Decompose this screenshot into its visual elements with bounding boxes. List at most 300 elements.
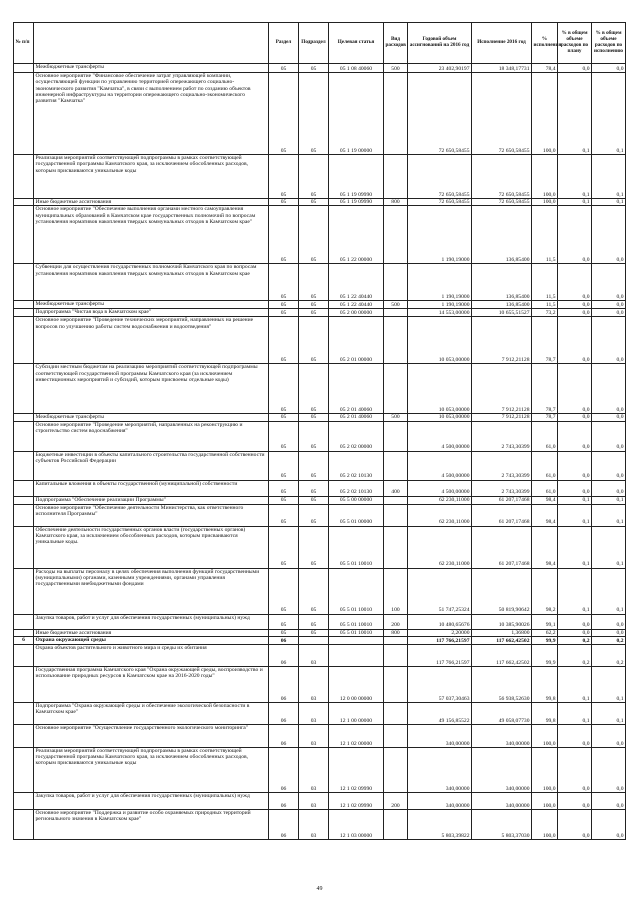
row-podrazdel: 05: [299, 64, 329, 73]
row-share-exec: 0,1: [592, 73, 626, 155]
row-share-exec: 0,1: [592, 155, 626, 199]
row-num: [14, 73, 34, 155]
row-plan: 117 766,21597: [408, 636, 472, 644]
row-vid: [384, 264, 408, 301]
row-exec: 7 912,21128: [472, 364, 532, 414]
row-share-exec: 0,0: [592, 206, 626, 264]
row-razdel: 05: [269, 64, 299, 73]
row-plan: 2,20000: [408, 629, 472, 636]
row-pct: 99,9: [532, 636, 558, 644]
row-exec: 136,85400: [472, 264, 532, 301]
row-vid: 400: [384, 480, 408, 496]
table-body: [14, 64, 626, 840]
table-row: [14, 666, 626, 702]
row-name: Обеспечение деятельности государственных органов власти (государственных органов) Камчатского края, за исключением обособленных расходов, которым присваиваются уникальные коды.: [34, 526, 269, 568]
header-vid: Вид расходов: [384, 23, 408, 64]
row-target: 05 2 01 40060: [329, 414, 384, 421]
row-share-exec: 0,2: [592, 636, 626, 644]
row-plan: 1 190,19000: [408, 206, 472, 264]
row-podrazdel: 05: [299, 526, 329, 568]
row-name: Межбюджетные трансферты: [34, 301, 269, 309]
row-num: [14, 199, 34, 206]
row-plan: 4 500,00000: [408, 451, 472, 480]
row-razdel: 05: [269, 73, 299, 155]
row-name: Реализация мероприятий соответствующей подпрограммы в рамках соответствующей государственной программы Камчатского края, за исключением обособленных расходов, которым присваиваются уникальные коды: [34, 747, 269, 792]
row-plan: 62 230,11000: [408, 526, 472, 568]
row-name: Расходы на выплаты персоналу в целях обеспечения выполнения функций государственными (муниципальными) органами, казенными учреждениями, органами управления государственными внебюджетными фондами: [34, 568, 269, 614]
header-exec: Исполнение 2016 год: [472, 23, 532, 64]
row-name: Основное мероприятие "Осуществление государственного экологического мониторинга": [34, 724, 269, 747]
row-share-plan: 0,0: [558, 809, 592, 839]
row-exec: 340,00000: [472, 747, 532, 792]
row-target: 12 1 03 00000: [329, 809, 384, 839]
row-name: Закупка товаров, работ и услуг для обеспечения государственных (муниципальных) нужд: [34, 792, 269, 809]
row-plan: 1 190,19000: [408, 264, 472, 301]
row-target: 05 2 02 10130: [329, 480, 384, 496]
table-row: [14, 629, 626, 636]
row-pct: 98,4: [532, 496, 558, 504]
row-podrazdel: 05: [299, 199, 329, 206]
table-row: [14, 792, 626, 809]
header-pct: % исполнения: [532, 23, 558, 64]
row-name: Субсидии местным бюджетам на реализацию мероприятий соответствующей подпрограммы соответствующей государственной программы Камчатского края (за исключением инвестиционных мероприятий и субсидий, которым присвоены отдельные коды): [34, 364, 269, 414]
row-target: 05 5 00 00000: [329, 496, 384, 504]
row-num: [14, 64, 34, 73]
row-name: Межбюджетные трансферты: [34, 414, 269, 421]
table-row: [14, 644, 626, 666]
row-name: Подпрограмма "Обеспечение реализации Программы": [34, 496, 269, 504]
row-razdel: 05: [269, 309, 299, 317]
row-share-plan: 0,0: [558, 317, 592, 364]
row-plan: 4 500,00000: [408, 421, 472, 451]
row-vid: [384, 309, 408, 317]
row-exec: 61 207,17468: [472, 526, 532, 568]
row-vid: [384, 155, 408, 199]
table-row: [14, 155, 626, 199]
row-vid: 100: [384, 568, 408, 614]
row-target: [329, 644, 384, 666]
row-plan: 1 190,19000: [408, 301, 472, 309]
row-num: [14, 364, 34, 414]
row-share-exec: 0,1: [592, 526, 626, 568]
row-vid: [384, 496, 408, 504]
row-num: [14, 496, 34, 504]
row-podrazdel: 05: [299, 629, 329, 636]
row-target: 12 0 00 00000: [329, 666, 384, 702]
row-plan: 72 650,58455: [408, 199, 472, 206]
row-share-plan: 0,1: [558, 526, 592, 568]
row-exec: 50 819,90642: [472, 568, 532, 614]
row-plan: 340,00000: [408, 747, 472, 792]
row-pct: 100,0: [532, 809, 558, 839]
row-num: [14, 301, 34, 309]
row-plan: 62 230,11000: [408, 496, 472, 504]
row-razdel: 05: [269, 480, 299, 496]
row-name: Реализация мероприятий соответствующей подпрограммы в рамках соответствующей государственной программы Камчатского края, за исключением обособленных расходов, которым присваиваются уникальные коды: [34, 155, 269, 199]
row-pct: 98,4: [532, 504, 558, 526]
table-row: [14, 747, 626, 792]
table-row: [14, 421, 626, 451]
row-target: 12 1 02 09990: [329, 747, 384, 792]
row-plan: 10 053,00000: [408, 364, 472, 414]
row-num: [14, 568, 34, 614]
row-share-plan: 0,2: [558, 636, 592, 644]
row-share-exec: 0,0: [592, 747, 626, 792]
row-vid: 800: [384, 629, 408, 636]
row-num: [14, 309, 34, 317]
row-target: 05 1 08 40060: [329, 64, 384, 73]
row-share-plan: 0,1: [558, 568, 592, 614]
row-share-exec: 0,1: [592, 568, 626, 614]
row-target: 05 5 01 10010: [329, 568, 384, 614]
table-row: [14, 414, 626, 421]
header-name: [34, 23, 269, 64]
row-target: 05 5 01 10010: [329, 526, 384, 568]
row-num: [14, 504, 34, 526]
row-vid: [384, 747, 408, 792]
row-podrazdel: 03: [299, 666, 329, 702]
row-share-plan: 0,2: [558, 644, 592, 666]
row-pct: 99,1: [532, 614, 558, 629]
row-pct: 11,5: [532, 206, 558, 264]
row-share-plan: 0,0: [558, 480, 592, 496]
table-row: [14, 364, 626, 414]
row-name: Иные бюджетные ассигнования: [34, 629, 269, 636]
row-share-exec: 0,1: [592, 496, 626, 504]
row-pct: 100,0: [532, 155, 558, 199]
row-pct: 78,7: [532, 364, 558, 414]
row-share-plan: 0,0: [558, 614, 592, 629]
row-name: Основное мероприятие "Финансовое обеспечение затрат управляющей компании, осуществляющей функции по управлению территорией опережающего социально-экономического развития "Камчатка", в связи с выполнением работ по созданию объектов инженерной инфраструктуры на территории опережающего социально-экономического развития "Камчатка": [34, 73, 269, 155]
table-row: [14, 504, 626, 526]
row-razdel: 05: [269, 496, 299, 504]
row-exec: 56 938,52630: [472, 666, 532, 702]
row-share-plan: 0,1: [558, 666, 592, 702]
row-share-exec: 0,0: [592, 792, 626, 809]
row-num: 6: [14, 636, 34, 644]
row-num: [14, 792, 34, 809]
row-num: [14, 317, 34, 364]
table-row: [14, 496, 626, 504]
row-razdel: 05: [269, 364, 299, 414]
row-razdel: 06: [269, 644, 299, 666]
row-target: [329, 636, 384, 644]
row-pct: 100,0: [532, 747, 558, 792]
row-vid: [384, 666, 408, 702]
row-razdel: 05: [269, 206, 299, 264]
row-exec: 10 655,51527: [472, 309, 532, 317]
row-name: Основное мероприятие "Проведение мероприятий, направленных на реконструкцию и строительство систем водоснабжения": [34, 421, 269, 451]
row-pct: 100,0: [532, 199, 558, 206]
table-row: [14, 526, 626, 568]
row-pct: 61,0: [532, 421, 558, 451]
row-exec: 136,85400: [472, 206, 532, 264]
row-share-plan: 0,0: [558, 364, 592, 414]
row-pct: 61,0: [532, 480, 558, 496]
row-plan: 72 650,58455: [408, 155, 472, 199]
row-plan: 5 803,39822: [408, 809, 472, 839]
row-target: 05 1 22 40440: [329, 301, 384, 309]
row-plan: 62 230,11000: [408, 504, 472, 526]
row-plan: 51 747,25324: [408, 568, 472, 614]
row-pct: 78,4: [532, 64, 558, 73]
row-podrazdel: 03: [299, 702, 329, 724]
row-vid: 800: [384, 199, 408, 206]
row-share-plan: 0,0: [558, 629, 592, 636]
table-row: [14, 309, 626, 317]
row-num: [14, 809, 34, 839]
row-num: [14, 724, 34, 747]
row-exec: 2 743,30399: [472, 421, 532, 451]
row-podrazdel: 05: [299, 504, 329, 526]
table-row: [14, 809, 626, 839]
row-vid: [384, 421, 408, 451]
row-podrazdel: 05: [299, 206, 329, 264]
row-plan: 23 402,90197: [408, 64, 472, 73]
row-vid: 500: [384, 301, 408, 309]
row-podrazdel: 03: [299, 809, 329, 839]
table-row: [14, 317, 626, 364]
row-vid: [384, 702, 408, 724]
row-target: 05 1 22 00000: [329, 206, 384, 264]
row-plan: 117 766,21597: [408, 644, 472, 666]
row-vid: 200: [384, 792, 408, 809]
row-share-plan: 0,1: [558, 496, 592, 504]
row-razdel: 06: [269, 809, 299, 839]
row-razdel: 05: [269, 504, 299, 526]
row-share-exec: 0,0: [592, 451, 626, 480]
row-target: 05 2 01 40060: [329, 364, 384, 414]
row-name: Основное мероприятие "Обеспечение деятельности Министерства, как ответственного исполнителя Программы": [34, 504, 269, 526]
row-share-exec: 0,0: [592, 309, 626, 317]
row-vid: [384, 636, 408, 644]
row-share-exec: 0,0: [592, 264, 626, 301]
row-podrazdel: 05: [299, 309, 329, 317]
row-target: 05 5 01 10010: [329, 614, 384, 629]
row-name: Иные бюджетные ассигнования: [34, 199, 269, 206]
row-podrazdel: 03: [299, 792, 329, 809]
row-target: 05 5 01 10010: [329, 629, 384, 636]
row-razdel: 06: [269, 792, 299, 809]
row-num: [14, 747, 34, 792]
row-share-plan: 0,1: [558, 702, 592, 724]
row-name: Государственная программа Камчатского края "Охрана окружающей среды, воспроизводство и использование природных ресурсов в Камчатском крае на 2016-2020 годы": [34, 666, 269, 702]
row-podrazdel: 05: [299, 73, 329, 155]
row-razdel: 06: [269, 747, 299, 792]
row-name: Подпрограмма "Чистая вода в Камчатском крае": [34, 309, 269, 317]
row-razdel: 05: [269, 421, 299, 451]
row-target: 05 5 01 00000: [329, 504, 384, 526]
row-exec: 340,00000: [472, 724, 532, 747]
row-plan: 49 156,85522: [408, 702, 472, 724]
row-name: Основное мероприятие "Проведение технических мероприятий, направленных на решение вопросов по улучшению работы систем водоснабжения и водоотведения": [34, 317, 269, 364]
row-share-plan: 0,0: [558, 451, 592, 480]
row-exec: 136,85400: [472, 301, 532, 309]
row-razdel: 05: [269, 414, 299, 421]
table-row: [14, 264, 626, 301]
row-share-plan: 0,0: [558, 264, 592, 301]
row-exec: 2 743,30399: [472, 451, 532, 480]
row-exec: 7 912,21128: [472, 317, 532, 364]
row-target: 05 2 02 00000: [329, 421, 384, 451]
row-share-exec: 0,0: [592, 421, 626, 451]
row-share-plan: 0,0: [558, 792, 592, 809]
row-share-exec: 0,0: [592, 724, 626, 747]
row-podrazdel: 03: [299, 644, 329, 666]
row-share-plan: 0,0: [558, 421, 592, 451]
row-vid: [384, 451, 408, 480]
row-share-plan: 0,0: [558, 64, 592, 73]
row-exec: 117 662,42502: [472, 644, 532, 666]
row-num: [14, 644, 34, 666]
row-vid: [384, 644, 408, 666]
row-vid: 500: [384, 414, 408, 421]
row-num: [14, 264, 34, 301]
page-number: 49: [316, 886, 323, 892]
row-podrazdel: 05: [299, 480, 329, 496]
row-exec: 2 743,30399: [472, 480, 532, 496]
row-vid: [384, 809, 408, 839]
row-target: 12 1 00 00000: [329, 702, 384, 724]
row-podrazdel: 05: [299, 614, 329, 629]
row-name: Межбюджетные трансферты: [34, 64, 269, 73]
row-plan: 14 553,00000: [408, 309, 472, 317]
row-vid: [384, 206, 408, 264]
row-target: 12 1 02 00000: [329, 724, 384, 747]
row-pct: 99,8: [532, 666, 558, 702]
row-razdel: 05: [269, 526, 299, 568]
row-vid: [384, 317, 408, 364]
row-plan: 340,00000: [408, 792, 472, 809]
table-row: [14, 73, 626, 155]
header-num: № п/п: [14, 23, 34, 64]
table-row: [14, 199, 626, 206]
row-pct: 98,4: [532, 526, 558, 568]
row-num: [14, 666, 34, 702]
row-exec: 1,36800: [472, 629, 532, 636]
budget-table: [13, 22, 626, 840]
row-target: 05 2 02 10130: [329, 451, 384, 480]
table-row: [14, 568, 626, 614]
row-name: Закупка товаров, работ и услуг для обеспечения государственных (муниципальных) нужд: [34, 614, 269, 629]
row-pct: 78,7: [532, 414, 558, 421]
row-exec: 10 385,90026: [472, 614, 532, 629]
row-exec: 7 912,21128: [472, 414, 532, 421]
row-podrazdel: [299, 636, 329, 644]
row-pct: 100,0: [532, 73, 558, 155]
row-share-plan: 0,0: [558, 206, 592, 264]
row-target: 12 1 02 09990: [329, 792, 384, 809]
row-vid: [384, 364, 408, 414]
row-target: 05 1 19 00000: [329, 73, 384, 155]
row-num: [14, 451, 34, 480]
row-share-plan: 0,0: [558, 747, 592, 792]
row-exec: 117 662,42502: [472, 636, 532, 644]
row-podrazdel: 03: [299, 724, 329, 747]
row-pct: 11,5: [532, 301, 558, 309]
row-vid: [384, 526, 408, 568]
row-target: 05 2 01 00000: [329, 317, 384, 364]
row-share-exec: 0,0: [592, 364, 626, 414]
row-razdel: 05: [269, 199, 299, 206]
row-vid: [384, 504, 408, 526]
row-share-plan: 0,1: [558, 155, 592, 199]
row-num: [14, 206, 34, 264]
row-share-exec: 0,0: [592, 301, 626, 309]
row-razdel: 06: [269, 636, 299, 644]
row-share-exec: 0,0: [592, 317, 626, 364]
row-razdel: 05: [269, 264, 299, 301]
row-share-exec: 0,0: [592, 480, 626, 496]
table-row: [14, 451, 626, 480]
row-plan: 10 053,00000: [408, 414, 472, 421]
row-num: [14, 414, 34, 421]
table-row: [14, 64, 626, 73]
row-razdel: 05: [269, 155, 299, 199]
header-share-plan: % в общем объеме расходов по плану: [558, 23, 592, 64]
header-share-exec: % в общем объеме расходов по исполнению: [592, 23, 626, 64]
row-target: 05 2 00 00000: [329, 309, 384, 317]
row-exec: 72 650,58455: [472, 73, 532, 155]
row-num: [14, 155, 34, 199]
row-razdel: 05: [269, 629, 299, 636]
row-razdel: 05: [269, 301, 299, 309]
row-exec: 49 058,07730: [472, 702, 532, 724]
row-name: Бюджетные инвестиции в объекты капитального строительства государственной собственности субъектов Российской Федерации: [34, 451, 269, 480]
row-pct: 100,0: [532, 792, 558, 809]
row-razdel: 05: [269, 317, 299, 364]
row-razdel: 05: [269, 614, 299, 629]
row-pct: 73,2: [532, 309, 558, 317]
row-pct: 98,2: [532, 568, 558, 614]
row-pct: 99,8: [532, 702, 558, 724]
table-row: [14, 206, 626, 264]
row-pct: 99,9: [532, 644, 558, 666]
row-target: 05 1 22 40440: [329, 264, 384, 301]
row-podrazdel: 05: [299, 496, 329, 504]
row-num: [14, 526, 34, 568]
row-exec: 72 650,58455: [472, 199, 532, 206]
row-num: [14, 702, 34, 724]
row-name: Охрана окружающей среды: [34, 636, 269, 644]
row-share-exec: 0,2: [592, 644, 626, 666]
row-pct: 62,2: [532, 629, 558, 636]
row-pct: 61,0: [532, 451, 558, 480]
header-target: Целевая статья: [329, 23, 384, 64]
row-exec: 18 348,17731: [472, 64, 532, 73]
table-row: [14, 480, 626, 496]
table-row: [14, 614, 626, 629]
row-podrazdel: 05: [299, 414, 329, 421]
row-podrazdel: 05: [299, 155, 329, 199]
row-name: Охрана объектов растительного и животного мира и среды их обитания: [34, 644, 269, 666]
row-plan: 10 480,65676: [408, 614, 472, 629]
row-podrazdel: 05: [299, 364, 329, 414]
row-pct: 11,5: [532, 264, 558, 301]
row-share-plan: 0,0: [558, 724, 592, 747]
table-row: [14, 702, 626, 724]
row-share-plan: 0,0: [558, 301, 592, 309]
row-name: Основное мероприятие "Поддержка и развитие особо охраняемых природных территорий регионального значения в Камчатском крае": [34, 809, 269, 839]
row-razdel: 06: [269, 724, 299, 747]
row-podrazdel: 05: [299, 421, 329, 451]
row-podrazdel: 03: [299, 747, 329, 792]
row-num: [14, 480, 34, 496]
row-vid: [384, 73, 408, 155]
row-share-exec: 0,1: [592, 199, 626, 206]
header-razdel: Раздел: [269, 23, 299, 64]
row-razdel: 06: [269, 702, 299, 724]
